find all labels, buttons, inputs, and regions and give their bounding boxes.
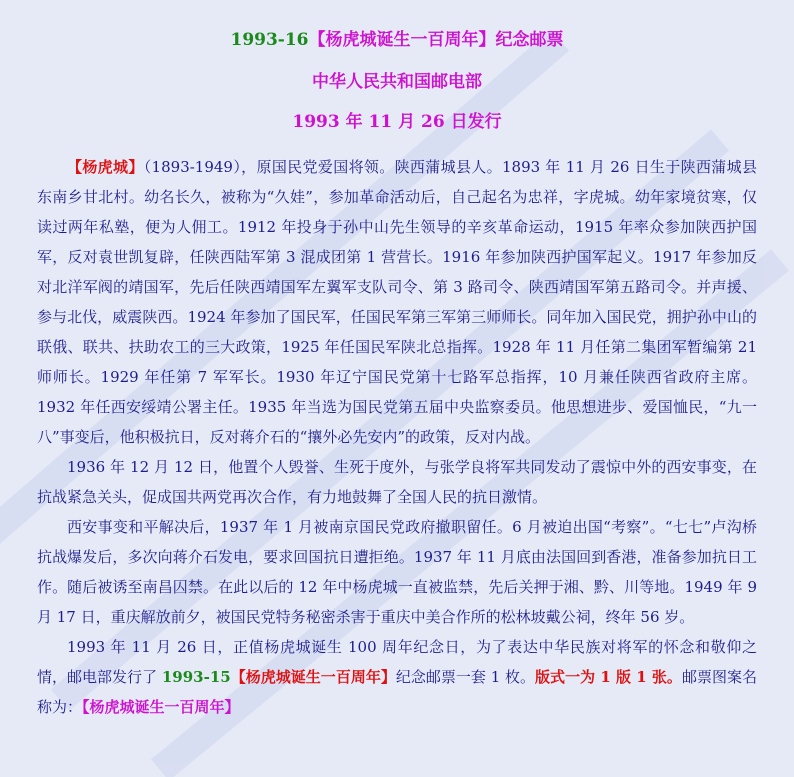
person-name-tag: 【杨虎城】	[67, 158, 144, 176]
issuer: 中华人民共和国邮电部	[312, 72, 482, 92]
paragraph-4-text-middle: 纪念邮票一套 1 枚。	[395, 668, 536, 686]
paragraph-1	[37, 152, 757, 452]
paragraph-4-text-before: 1993 年 11 月 26 日，正值杨虎城诞生 100 周年纪念日，为了表达中华民族对将军的怀念和敬仰之情，邮电部发行了	[37, 638, 757, 686]
stamp-title-inline: 【杨虎城诞生一百周年】	[230, 668, 396, 686]
stamp-code: 1993-16	[230, 30, 309, 50]
issue-date: 1993 年 11 月 26 日发行	[292, 112, 502, 132]
article-body	[37, 152, 757, 722]
stamp-code-inline: 1993-15	[161, 668, 231, 686]
stamp-code-title	[0, 30, 794, 50]
stamp-title: 【杨虎城诞生一百周年】纪念邮票	[308, 30, 564, 50]
paragraph-1-text: （1893-1949），原国民党爱国将领。陕西蒲城县人。1893 年 11 月 26 日生于陕西蒲城县东南乡甘北村。幼名长久，被称为“久娃”，参加革命活动后，自己起名为忠祥，字虎城。幼年家境贫寒，仅读过两年私塾，便为人佣工。1912 年投身于孙中山先生领导的辛亥革命运动，1915 年率众参加陕西护国军，反对袁世凯复辟，任陕西陆军第 3 混成团第 1 营营长。1916 年参加陕西护国军起义。1917 年参加反对北洋军阀的靖国军，先后任陕西靖国军左翼军支队司令、第 3 路司令、陕西靖国军第五路司令。并声援、参与北伐，威震陕西。1924 年参加了国民军，任国民军第三军第三师师长。同年加入国民党，拥护孙中山的联俄、联共、扶助农工的三大政策，1925 年任国民军陕北总指挥。1928 年 11 月任第二集团军暂编第 21 师师长。1929 年任第 7 军军长。1930 年辽宁国民党第十七路军总指挥，10 月兼任陕西省政府主席。1932 年任西安绥靖公署主任。1935 年当选为国民党第五届中央监察委员。他思想进步、爱国恤民，“九一八”事变后，他积极抗日，反对蒋介石的“攘外必先安内”的政策，反对内战。	[37, 158, 757, 446]
paragraph-4-text-after: 邮票图案名称为：	[37, 668, 757, 716]
paragraph-3: 西安事变和平解决后，1937 年 1 月被南京国民党政府撤职留任。6 月被迫出国“考察”。“七七”卢沟桥抗战爆发后，多次向蒋介石发电，要求回国抗日遭拒绝。1937 年 11 月底由法国回到香港，准备参加抗日工作。随后被诱至南昌囚禁。在此以后的 12 年中杨虎城一直被监禁，先后关押于湘、黔、川等地。1949 年 9 月 17 日，重庆解放前夕，被国民党特务秘密杀害于重庆中美合作所的松林坡戴公祠，终年 56 岁。	[37, 518, 757, 626]
paragraph-2: 1936 年 12 月 12 日，他置个人毁誉、生死于度外，与张学良将军共同发动了震惊中外的西安事变，在抗战紧急关头，促成国共两党再次合作，有力地鼓舞了全国人民的抗日激情。	[37, 458, 757, 506]
paragraph-4	[37, 632, 757, 722]
design-name: 【杨虎城诞生一百周年】	[82, 698, 240, 716]
format-note: 版式一为 1 版 1 张。	[535, 668, 682, 686]
